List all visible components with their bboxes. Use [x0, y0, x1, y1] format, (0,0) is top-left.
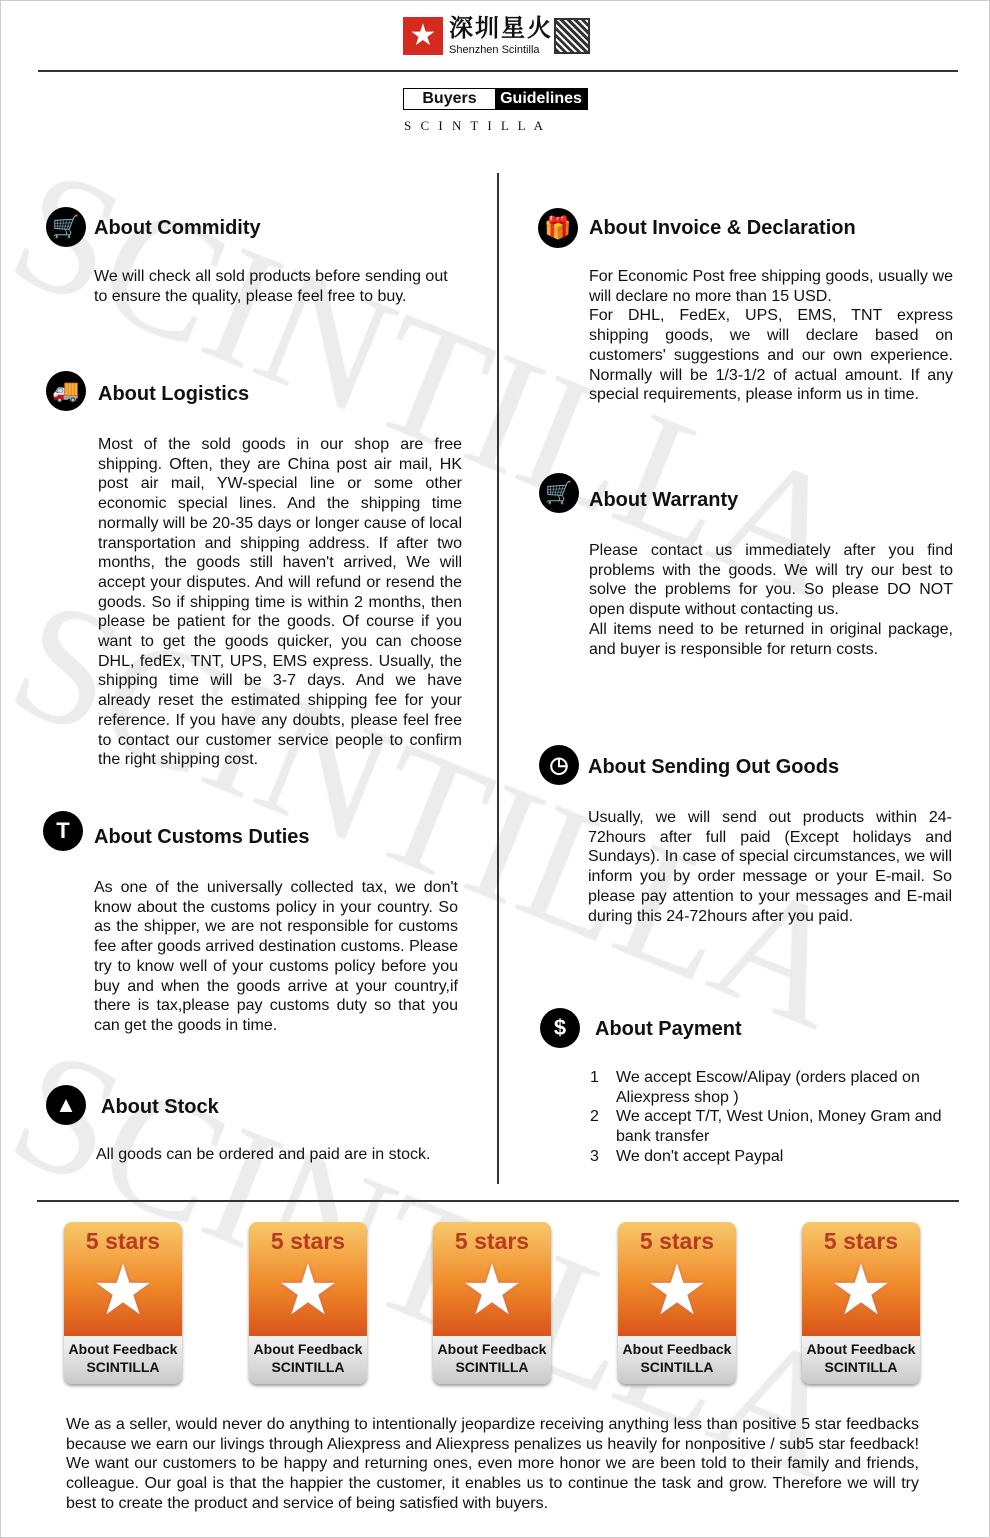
brand-name-cn: 深圳星火: [449, 15, 553, 42]
sending-title: About Sending Out Goods: [588, 756, 840, 778]
clock-icon: ◷: [539, 745, 579, 785]
feedback-badge: [618, 1222, 736, 1384]
invoice-text: [589, 267, 953, 405]
badge-brand: SCINTILLA: [86, 1359, 160, 1375]
badge-label: About Feedback: [68, 1341, 178, 1357]
footer-text: We as a seller, would never do anything to intentionally jeopardize receiving anything less than positive 5 star feedbacks because we earn our livings through Aliexpress and Aliexpress penalizes us heavily for nonpositive / sub5 star feedback! We want our customers to be happy and returning ones, even more honor we are been told to their family and friends, colleague. Our goal is that the happier the customer, it enables us to continue the task and grow. Therefore we will try best to create the product and service of being satisfied with buyers.: [66, 1416, 919, 1512]
warranty-title: About Warranty: [589, 489, 739, 511]
star-icon: ★: [276, 1251, 340, 1329]
bottom-divider: [37, 1200, 959, 1202]
logistics-text: Most of the sold goods in our shop are free shipping. Often, they are China post air mail, HK post air mail, YW-special line or some other economic special lines. And the shipping time normally will be 20-35 days or longer cause of local transportation and shipping address. If after two months, the goods still haven't arrived, We will accept your disputes. And will refund or resend the goods. So if shipping time is within 2 months, then please be patient for the goods. Of course if you want to get the goods quicker, you can choose DHL, fedEx, TNT, UPS, EMS express. Usually, the shipping time will be 3-7 days. And we have already reset the estimated shipping fee for your reference. If you have any doubts, please feel free to contact our customer service people to confirm the right shipping cost.: [98, 436, 462, 769]
stock-title: About Stock: [101, 1096, 219, 1118]
badge-brand: SCINTILLA: [640, 1359, 714, 1375]
customs-text: As one of the universally collected tax, we don't know about the customs policy in your country. So as the shipper, we are not responsible for customs fee after goods arrived destination customs. Please try to know well of your customs policy before you buy and when the goods arrive at your country,if there is tax,please pay customs duty so that you can get the goods in time.: [94, 879, 458, 1034]
feedback-badge: [802, 1222, 920, 1384]
brand-name-en: Shenzhen Scintilla: [449, 44, 540, 56]
feedback-badge: [433, 1222, 551, 1384]
brand-logo-icon: ★: [403, 17, 443, 55]
tag-guidelines: Guidelines: [495, 89, 587, 109]
badge-stars: 5 stars: [270, 1228, 346, 1254]
badge-label: About Feedback: [622, 1341, 732, 1357]
badge-label: About Feedback: [253, 1341, 363, 1357]
badge-brand: SCINTILLA: [824, 1359, 898, 1375]
item-number: 3: [590, 1147, 599, 1165]
star-icon: ★: [460, 1251, 524, 1329]
star-icon: ★: [91, 1251, 155, 1329]
payment-item: [590, 1147, 960, 1167]
top-divider: [38, 70, 958, 72]
feedback-badge: [64, 1222, 182, 1384]
item-text: We don't accept Paypal: [616, 1147, 784, 1165]
logistics-title: About Logistics: [98, 383, 250, 405]
commodity-title: About Commidity: [94, 217, 261, 239]
sending-text: Usually, we will send out products within 24-72hours after full paid (Except holidays and Sundays). In case of special circumstances, we will inform you by order message or your E-mail. So please pay attention to your messages and E-mail during this 24-72hours after you paid.: [588, 809, 952, 925]
star-icon: ★: [829, 1251, 893, 1329]
title-tag: [403, 88, 588, 110]
customs-title: About Customs Duties: [94, 826, 310, 848]
stock-icon: ▲: [46, 1085, 86, 1125]
item-number: 1: [590, 1069, 599, 1086]
badge-stars: 5 stars: [823, 1228, 899, 1254]
tag-buyers: Buyers: [422, 90, 477, 107]
cart-icon: 🛒: [539, 473, 579, 513]
feedback-badge: [249, 1222, 367, 1384]
shopping-cart-icon: 🛒: [46, 207, 86, 247]
badge-stars: 5 stars: [454, 1228, 530, 1254]
warranty-text: [589, 541, 953, 659]
qr-code-icon: [554, 18, 590, 54]
stock-text: All goods can be ordered and paid are in stock.: [96, 1146, 431, 1163]
invoice-paragraph: For DHL, FedEx, UPS, EMS, TNT express shipping goods, we will declare based on customers' suggestions and our own experience. Normally will be 1/3-1/2 of actual amount. If any special requirements, please inform us in time.: [589, 307, 953, 404]
item-number: 2: [590, 1108, 599, 1126]
payment-list: [590, 1068, 960, 1167]
gift-icon: 🎁: [538, 208, 578, 248]
column-divider: [497, 173, 499, 1184]
star-icon: ★: [645, 1251, 709, 1329]
dollar-icon: $: [540, 1008, 580, 1048]
warranty-paragraph: All items need to be returned in original package, and buyer is responsible for return costs.: [589, 620, 953, 658]
badge-stars: 5 stars: [639, 1228, 715, 1254]
payment-item: [590, 1107, 960, 1146]
invoice-title: About Invoice & Declaration: [589, 217, 856, 239]
commodity-text: We will check all sold products before sending out to ensure the quality, please feel free to buy.: [94, 268, 448, 305]
payment-item: [590, 1068, 960, 1107]
badge-brand: SCINTILLA: [455, 1359, 529, 1375]
badge-stars: 5 stars: [85, 1228, 161, 1254]
item-text: We accept Escow/Alipay (orders placed on Aliexpress shop ): [616, 1069, 920, 1106]
truck-icon: 🚚: [46, 371, 86, 411]
badge-label: About Feedback: [437, 1341, 547, 1357]
payment-title: About Payment: [595, 1018, 742, 1040]
invoice-paragraph: For Economic Post free shipping goods, usually we will declare no more than 15 USD.: [589, 268, 953, 305]
badge-brand: SCINTILLA: [271, 1359, 345, 1375]
warranty-paragraph: Please contact us immediately after you find problems with the goods. We will try our best to solve the problems for you. So please DO NOT open dispute without contacting us.: [589, 542, 953, 619]
badge-label: About Feedback: [806, 1341, 916, 1357]
tax-t-icon: T: [43, 811, 83, 851]
subtitle: S C I N T I L L A: [404, 118, 544, 133]
item-text: We accept T/T, West Union, Money Gram and bank transfer: [616, 1108, 942, 1146]
